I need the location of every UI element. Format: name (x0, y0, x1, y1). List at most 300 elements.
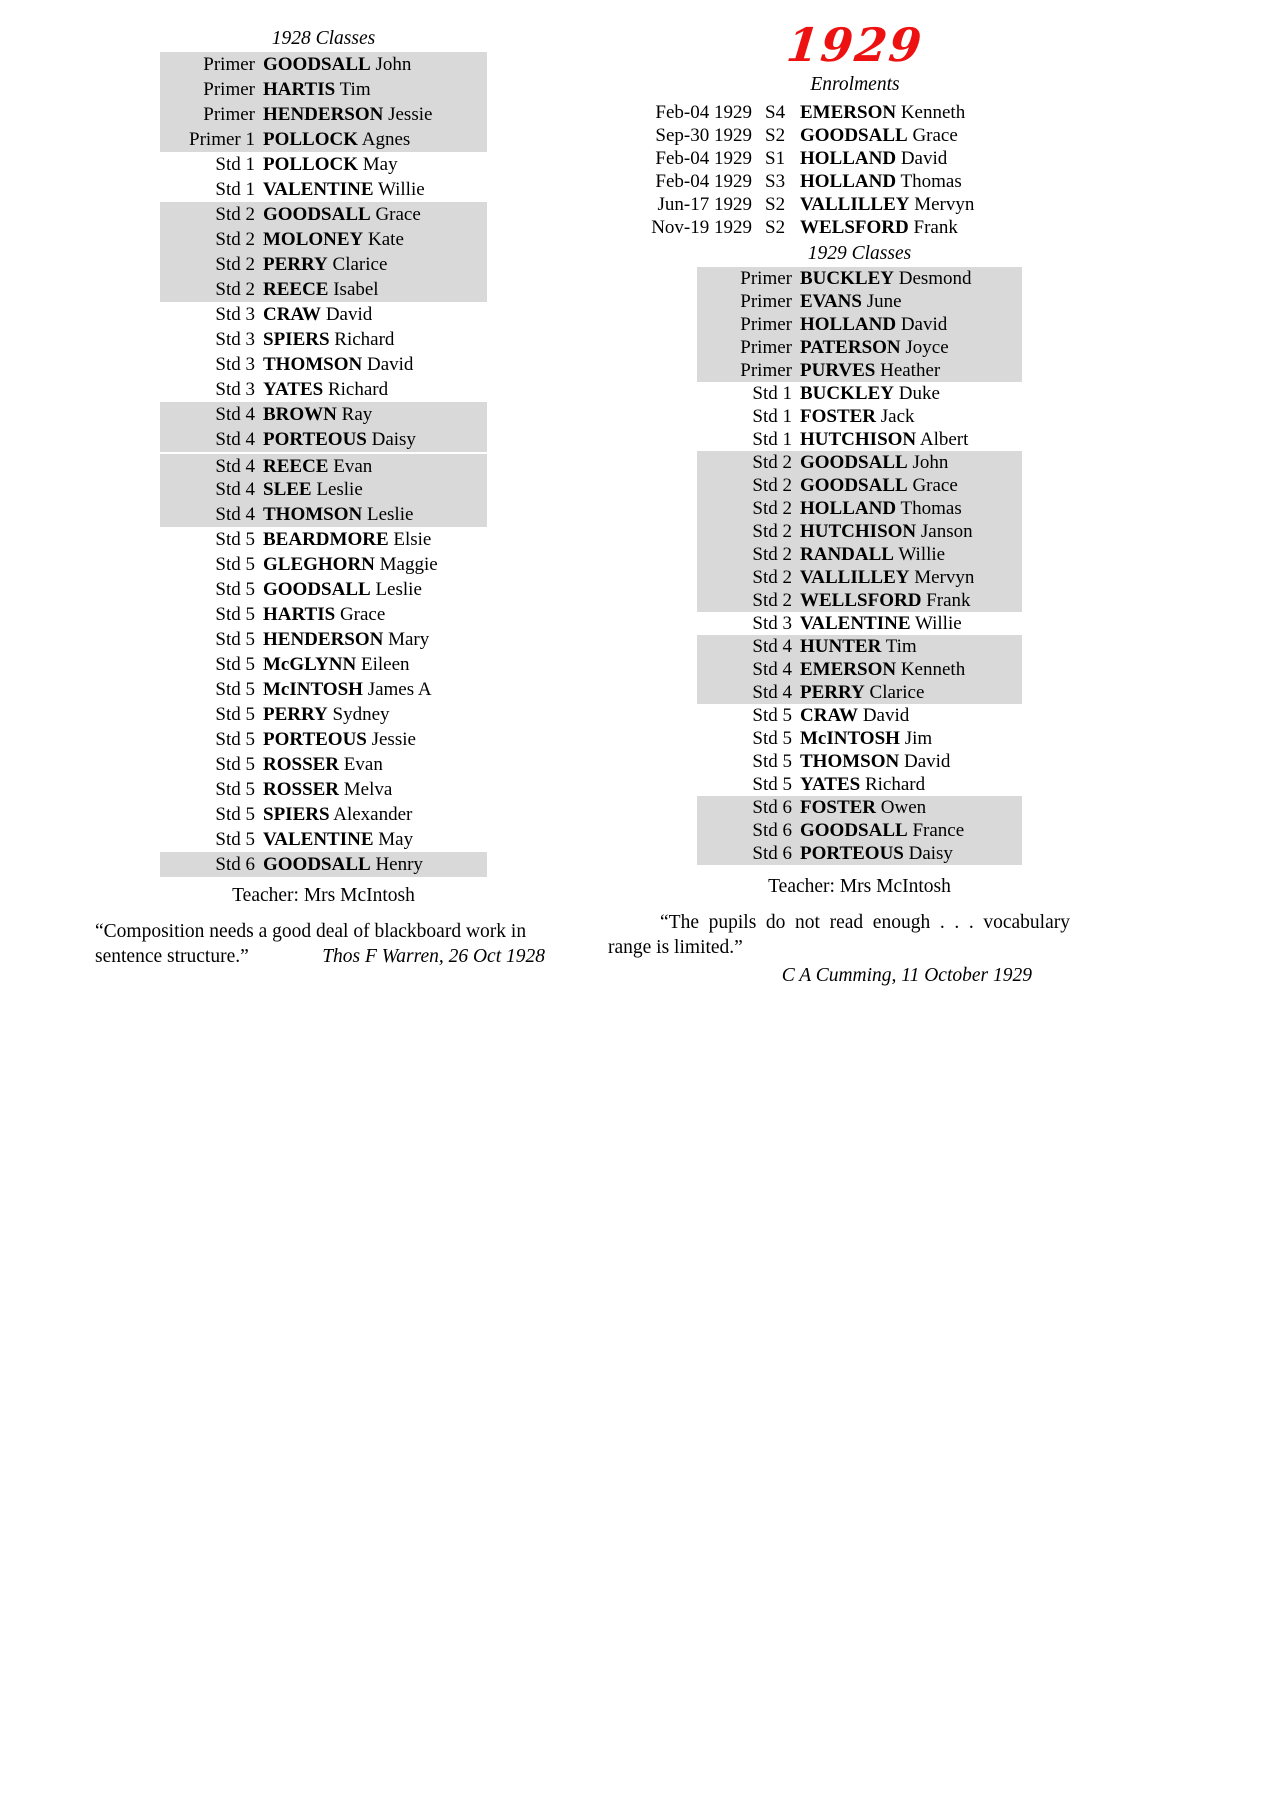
pupil-given-name: Mary (388, 629, 430, 650)
pupil-name (263, 177, 425, 202)
class-row (697, 681, 1022, 704)
pupil-name (263, 527, 431, 552)
pupil-name (263, 727, 416, 752)
pupil-surname: VALENTINE (263, 179, 374, 200)
warren-quote-attribution: Thos F Warren, 26 Oct 1928 (322, 946, 545, 967)
pupil-given-name: Grace (339, 604, 386, 625)
pupil-surname: GOODSALL (263, 204, 371, 225)
pupil-surname: WELSFORD (800, 217, 909, 238)
pupil-given-name: Frank (926, 590, 971, 611)
class-row (697, 405, 1022, 428)
class-level: Std 6 (215, 854, 255, 875)
pupil-surname: THOMSON (800, 751, 900, 772)
pupil-surname: PERRY (263, 254, 328, 275)
class-row (697, 313, 1022, 336)
classes-1929-list (697, 267, 1022, 865)
class-row (697, 704, 1022, 727)
pupil-name (800, 193, 974, 216)
pupil-name (800, 474, 958, 497)
pupil-given-name: May (378, 829, 414, 850)
class-level: Std 3 (215, 354, 255, 375)
enrolment-row (640, 170, 1070, 193)
pupil-name (263, 202, 421, 227)
classes-1928-title: 1928 Classes (271, 28, 376, 49)
pupil-surname: McINTOSH (800, 728, 900, 749)
class-level: Std 5 (215, 579, 255, 600)
pupil-name (800, 124, 958, 147)
class-level: Std 2 (752, 475, 792, 496)
pupil-surname: THOMSON (263, 504, 363, 525)
class-row (160, 827, 487, 852)
pupil-name (800, 497, 962, 520)
pupil-surname: HOLLAND (800, 171, 897, 192)
class-level: Std 4 (752, 659, 792, 680)
pupil-given-name: Daisy (908, 843, 953, 864)
teacher-line-1928: Teacher: Mrs McIntosh (232, 885, 415, 906)
pupil-given-name: Janson (920, 521, 973, 542)
pupil-name (263, 777, 392, 802)
pupil-name (800, 681, 924, 704)
pupil-name (800, 842, 953, 865)
pupil-given-name: Isabel (333, 279, 379, 300)
pupil-given-name: Clarice (869, 682, 925, 703)
class-row (697, 290, 1022, 313)
pupil-given-name: Leslie (366, 504, 414, 525)
pupil-surname: PATERSON (800, 337, 901, 358)
class-level: Std 5 (215, 654, 255, 675)
class-level: Std 3 (215, 329, 255, 350)
pupil-name (800, 543, 945, 566)
class-row (160, 552, 487, 577)
pupil-surname: BROWN (263, 404, 337, 425)
class-row (160, 377, 487, 402)
pupil-given-name: Grace (375, 204, 421, 225)
class-row (160, 752, 487, 777)
class-row (160, 627, 487, 652)
class-row (160, 177, 487, 202)
class-level: Std 5 (215, 604, 255, 625)
pupil-surname: HENDERSON (263, 104, 384, 125)
class-row (160, 852, 487, 877)
class-row (160, 577, 487, 602)
pupil-surname: HOLLAND (800, 148, 897, 169)
pupil-given-name: Clarice (332, 254, 388, 275)
pupil-surname: GOODSALL (800, 452, 908, 473)
class-row (160, 277, 487, 302)
pupil-given-name: Richard (334, 329, 395, 350)
class-level: Primer 1 (189, 129, 255, 150)
cumming-quote: “The pupils do not read enough . . . vocabulary range is limited.” (608, 912, 1070, 958)
pupil-name (800, 451, 948, 474)
class-row (160, 502, 487, 527)
class-level: Std 3 (215, 304, 255, 325)
class-level: Primer (203, 104, 255, 125)
class-row (160, 727, 487, 752)
pupil-given-name: Elsie (393, 529, 432, 550)
enrolment-standard-code: S2 (765, 217, 786, 238)
pupil-name (800, 428, 968, 451)
class-level: Std 1 (215, 154, 255, 175)
class-level: Std 6 (752, 843, 792, 864)
pupil-name (263, 827, 413, 852)
enrolment-row (640, 124, 1070, 147)
pupil-surname: HARTIS (263, 604, 336, 625)
pupil-given-name: Kenneth (900, 102, 966, 123)
pupil-surname: VALENTINE (263, 829, 374, 850)
pupil-name (263, 377, 388, 402)
pupil-name (800, 170, 962, 193)
pupil-given-name: June (866, 291, 902, 312)
pupil-name (263, 127, 410, 152)
class-row (160, 427, 487, 452)
pupil-surname: PERRY (800, 682, 865, 703)
pupil-surname: SPIERS (263, 804, 330, 825)
enrolments-list (640, 101, 1070, 239)
class-row (697, 497, 1022, 520)
pupil-name (800, 704, 909, 727)
pupil-name (800, 382, 940, 405)
pupil-surname: GOODSALL (800, 125, 908, 146)
pupil-given-name: Tim (885, 636, 917, 657)
class-level: Std 1 (752, 406, 792, 427)
class-level: Primer (203, 79, 255, 100)
pupil-name (263, 352, 413, 377)
pupil-given-name: Maggie (379, 554, 438, 575)
class-level: Std 2 (752, 567, 792, 588)
class-row (160, 652, 487, 677)
pupil-name (263, 454, 372, 477)
pupil-surname: CRAW (263, 304, 322, 325)
pupil-given-name: David (325, 304, 373, 325)
class-level: Std 5 (752, 751, 792, 772)
class-row (697, 773, 1022, 796)
enrolment-date: Sep-30 1929 (655, 125, 752, 146)
class-level: Std 2 (215, 254, 255, 275)
pupil-given-name: Alexander (333, 804, 413, 825)
pupil-given-name: David (903, 751, 951, 772)
year-1929-heading: 1929 (784, 18, 926, 72)
pupil-surname: BUCKLEY (800, 268, 894, 289)
class-level: Std 1 (752, 383, 792, 404)
pupil-given-name: Richard (864, 774, 926, 795)
pupil-name (800, 750, 950, 773)
enrolment-row (640, 216, 1070, 239)
pupil-name (800, 336, 949, 359)
pupil-surname: GLEGHORN (263, 554, 375, 575)
pupil-given-name: Kate (368, 229, 404, 250)
pupil-given-name: Sydney (332, 704, 390, 725)
pupil-surname: McINTOSH (263, 679, 363, 700)
pupil-given-name: Leslie (375, 579, 422, 600)
class-row (160, 527, 487, 552)
pupil-surname: EVANS (800, 291, 862, 312)
pupil-given-name: Henry (375, 854, 423, 875)
pupil-name (263, 227, 404, 252)
pupil-name (800, 773, 925, 796)
class-row (697, 750, 1022, 773)
pupil-surname: PORTEOUS (263, 429, 367, 450)
enrolment-date: Nov-19 1929 (651, 217, 752, 238)
pupil-given-name: Jack (880, 406, 915, 427)
pupil-name (800, 267, 972, 290)
pupil-surname: VALLILLEY (800, 194, 910, 215)
pupil-surname: CRAW (800, 705, 859, 726)
pupil-name (800, 589, 971, 612)
class-level: Std 5 (215, 754, 255, 775)
pupil-name (263, 302, 372, 327)
class-level: Std 5 (215, 679, 255, 700)
pupil-name (263, 327, 394, 352)
class-level: Std 2 (215, 279, 255, 300)
pupil-surname: MOLONEY (263, 229, 364, 250)
pupil-surname: EMERSON (800, 102, 897, 123)
classes-1928-list (160, 52, 487, 877)
pupil-surname: HENDERSON (263, 629, 384, 650)
enrolment-standard-code: S3 (765, 171, 786, 192)
pupil-name (263, 252, 387, 277)
teacher-line-1929: Teacher: Mrs McIntosh (768, 876, 951, 897)
class-row (697, 727, 1022, 750)
pupil-surname: POLLOCK (263, 129, 359, 150)
pupil-name (263, 402, 372, 427)
class-row (697, 428, 1022, 451)
class-level: Std 3 (215, 379, 255, 400)
pupil-surname: REECE (263, 456, 329, 477)
enrolment-standard-code: S2 (765, 125, 786, 146)
pupil-name (800, 290, 902, 313)
pupil-surname: PURVES (800, 360, 876, 381)
pupil-name (800, 635, 917, 658)
warren-quote-line1: “Composition needs a good deal of blackboard work in (95, 921, 527, 942)
class-level: Primer (740, 314, 792, 335)
pupil-given-name: Leslie (316, 479, 363, 500)
pupil-surname: VALENTINE (800, 613, 911, 634)
class-row (697, 566, 1022, 589)
pupil-surname: HUTCHISON (800, 521, 917, 542)
class-row (160, 227, 487, 252)
pupil-surname: YATES (800, 774, 861, 795)
class-level: Std 4 (215, 429, 255, 450)
class-row (160, 327, 487, 352)
left-column (95, 26, 600, 1192)
class-row (697, 474, 1022, 497)
class-row (160, 127, 487, 152)
warren-quote (95, 919, 600, 969)
class-level: Std 4 (215, 404, 255, 425)
class-row (160, 802, 487, 827)
enrolment-date: Feb-04 1929 (655, 148, 752, 169)
pupil-given-name: John (912, 452, 949, 473)
pupil-given-name: May (362, 154, 398, 175)
pupil-given-name: Thomas (900, 171, 962, 192)
pupil-name (800, 101, 965, 124)
pupil-surname: RANDALL (800, 544, 894, 565)
pupil-surname: HUNTER (800, 636, 882, 657)
pupil-name (263, 652, 410, 677)
pupil-surname: VALLILLEY (800, 567, 910, 588)
pupil-surname: GOODSALL (263, 54, 371, 75)
pupil-surname: YATES (263, 379, 324, 400)
pupil-given-name: Owen (880, 797, 927, 818)
pupil-surname: HOLLAND (800, 498, 897, 519)
class-level: Std 2 (752, 590, 792, 611)
pupil-given-name: Willie (898, 544, 946, 565)
enrolment-row (640, 101, 1070, 124)
pupil-name (263, 277, 379, 302)
class-row (697, 842, 1022, 865)
pupil-name (800, 819, 964, 842)
pupil-name (263, 502, 413, 527)
pupil-given-name: Richard (327, 379, 389, 400)
class-row (697, 796, 1022, 819)
warren-quote-line2-row (95, 944, 600, 969)
pupil-surname: BEARDMORE (263, 529, 389, 550)
enrolment-standard-code: S2 (765, 194, 786, 215)
class-level: Std 6 (752, 820, 792, 841)
enrolment-date: Jun-17 1929 (657, 194, 752, 215)
class-row (160, 477, 487, 502)
pupil-name (263, 752, 383, 777)
class-row (697, 658, 1022, 681)
pupil-given-name: Grace (912, 125, 958, 146)
class-row (697, 819, 1022, 842)
pupil-given-name: Mervyn (914, 194, 975, 215)
class-level: Std 5 (215, 729, 255, 750)
class-level: Std 5 (752, 705, 792, 726)
pupil-name (263, 677, 432, 702)
pupil-name (263, 552, 438, 577)
class-level: Std 6 (752, 797, 792, 818)
pupil-surname: EMERSON (800, 659, 897, 680)
pupil-surname: SPIERS (263, 329, 330, 350)
class-row (697, 359, 1022, 382)
classes-1929-title: 1929 Classes (807, 243, 912, 264)
pupil-given-name: Evan (333, 456, 373, 477)
enrolment-date: Feb-04 1929 (655, 171, 752, 192)
class-row (697, 612, 1022, 635)
class-level: Std 5 (215, 629, 255, 650)
class-level: Std 4 (215, 504, 255, 525)
pupil-surname: SLEE (263, 479, 312, 500)
pupil-given-name: France (912, 820, 965, 841)
pupil-given-name: Albert (919, 429, 969, 450)
class-row (160, 102, 487, 127)
class-level: Std 2 (752, 544, 792, 565)
class-row (160, 677, 487, 702)
pupil-surname: REECE (263, 279, 329, 300)
class-row (697, 267, 1022, 290)
pupil-name (263, 802, 412, 827)
pupil-surname: HOLLAND (800, 314, 897, 335)
pupil-given-name: David (900, 148, 948, 169)
class-row (160, 52, 487, 77)
class-row (160, 702, 487, 727)
class-row (697, 520, 1022, 543)
pupil-surname: PORTEOUS (800, 843, 904, 864)
pupil-name (800, 359, 940, 382)
pupil-name (263, 52, 411, 77)
pupil-name (800, 147, 947, 170)
class-row (697, 336, 1022, 359)
class-level: Primer (203, 54, 255, 75)
class-row (160, 452, 487, 477)
pupil-surname: ROSSER (263, 779, 340, 800)
enrolment-standard-code: S1 (765, 148, 786, 169)
class-level: Primer (740, 291, 792, 312)
pupil-given-name: Frank (913, 217, 958, 238)
class-level: Std 5 (215, 554, 255, 575)
enrolments-title: Enrolments (810, 74, 900, 95)
pupil-given-name: David (366, 354, 414, 375)
class-level: Primer (740, 360, 792, 381)
pupil-name (263, 577, 422, 602)
class-level: Std 2 (215, 204, 255, 225)
pupil-surname: THOMSON (263, 354, 363, 375)
pupil-name (263, 602, 385, 627)
pupil-given-name: Joyce (905, 337, 949, 358)
enrolment-standard-code: S4 (765, 102, 786, 123)
pupil-name (800, 796, 926, 819)
pupil-given-name: Ray (341, 404, 373, 425)
pupil-name (263, 77, 371, 102)
pupil-given-name: Willie (914, 613, 962, 634)
class-level: Std 2 (752, 452, 792, 473)
class-row (697, 589, 1022, 612)
enrolment-date: Feb-04 1929 (655, 102, 752, 123)
right-column (608, 18, 1070, 997)
class-row (160, 252, 487, 277)
class-level: Std 1 (215, 179, 255, 200)
pupil-given-name: Willie (377, 179, 425, 200)
class-level: Std 5 (215, 529, 255, 550)
pupil-surname: GOODSALL (263, 579, 371, 600)
class-level: Primer (740, 268, 792, 289)
class-row (160, 202, 487, 227)
pupil-given-name: Desmond (898, 268, 972, 289)
class-level: Std 5 (215, 804, 255, 825)
pupil-name (263, 152, 398, 177)
pupil-given-name: James A (367, 679, 432, 700)
pupil-name (263, 477, 363, 502)
pupil-given-name: Grace (912, 475, 958, 496)
pupil-name (800, 216, 958, 239)
pupil-given-name: Tim (339, 79, 371, 100)
pupil-name (800, 566, 974, 589)
class-row (160, 77, 487, 102)
pupil-given-name: John (375, 54, 412, 75)
class-level: Std 4 (752, 636, 792, 657)
enrolment-row (640, 193, 1070, 216)
pupil-surname: BUCKLEY (800, 383, 894, 404)
pupil-surname: ROSSER (263, 754, 340, 775)
pupil-given-name: Thomas (900, 498, 962, 519)
class-row (697, 382, 1022, 405)
class-level: Std 4 (215, 456, 255, 477)
class-level: Std 2 (752, 498, 792, 519)
class-level: Std 2 (752, 521, 792, 542)
pupil-given-name: David (862, 705, 910, 726)
pupil-given-name: Mervyn (914, 567, 975, 588)
enrolment-row (640, 147, 1070, 170)
pupil-surname: FOSTER (800, 797, 877, 818)
class-row (697, 543, 1022, 566)
pupil-given-name: Eileen (361, 654, 410, 675)
pupil-surname: McGLYNN (263, 654, 357, 675)
pupil-given-name: Jessie (371, 729, 416, 750)
pupil-surname: FOSTER (800, 406, 877, 427)
pupil-name (263, 702, 390, 727)
class-level: Std 5 (215, 779, 255, 800)
